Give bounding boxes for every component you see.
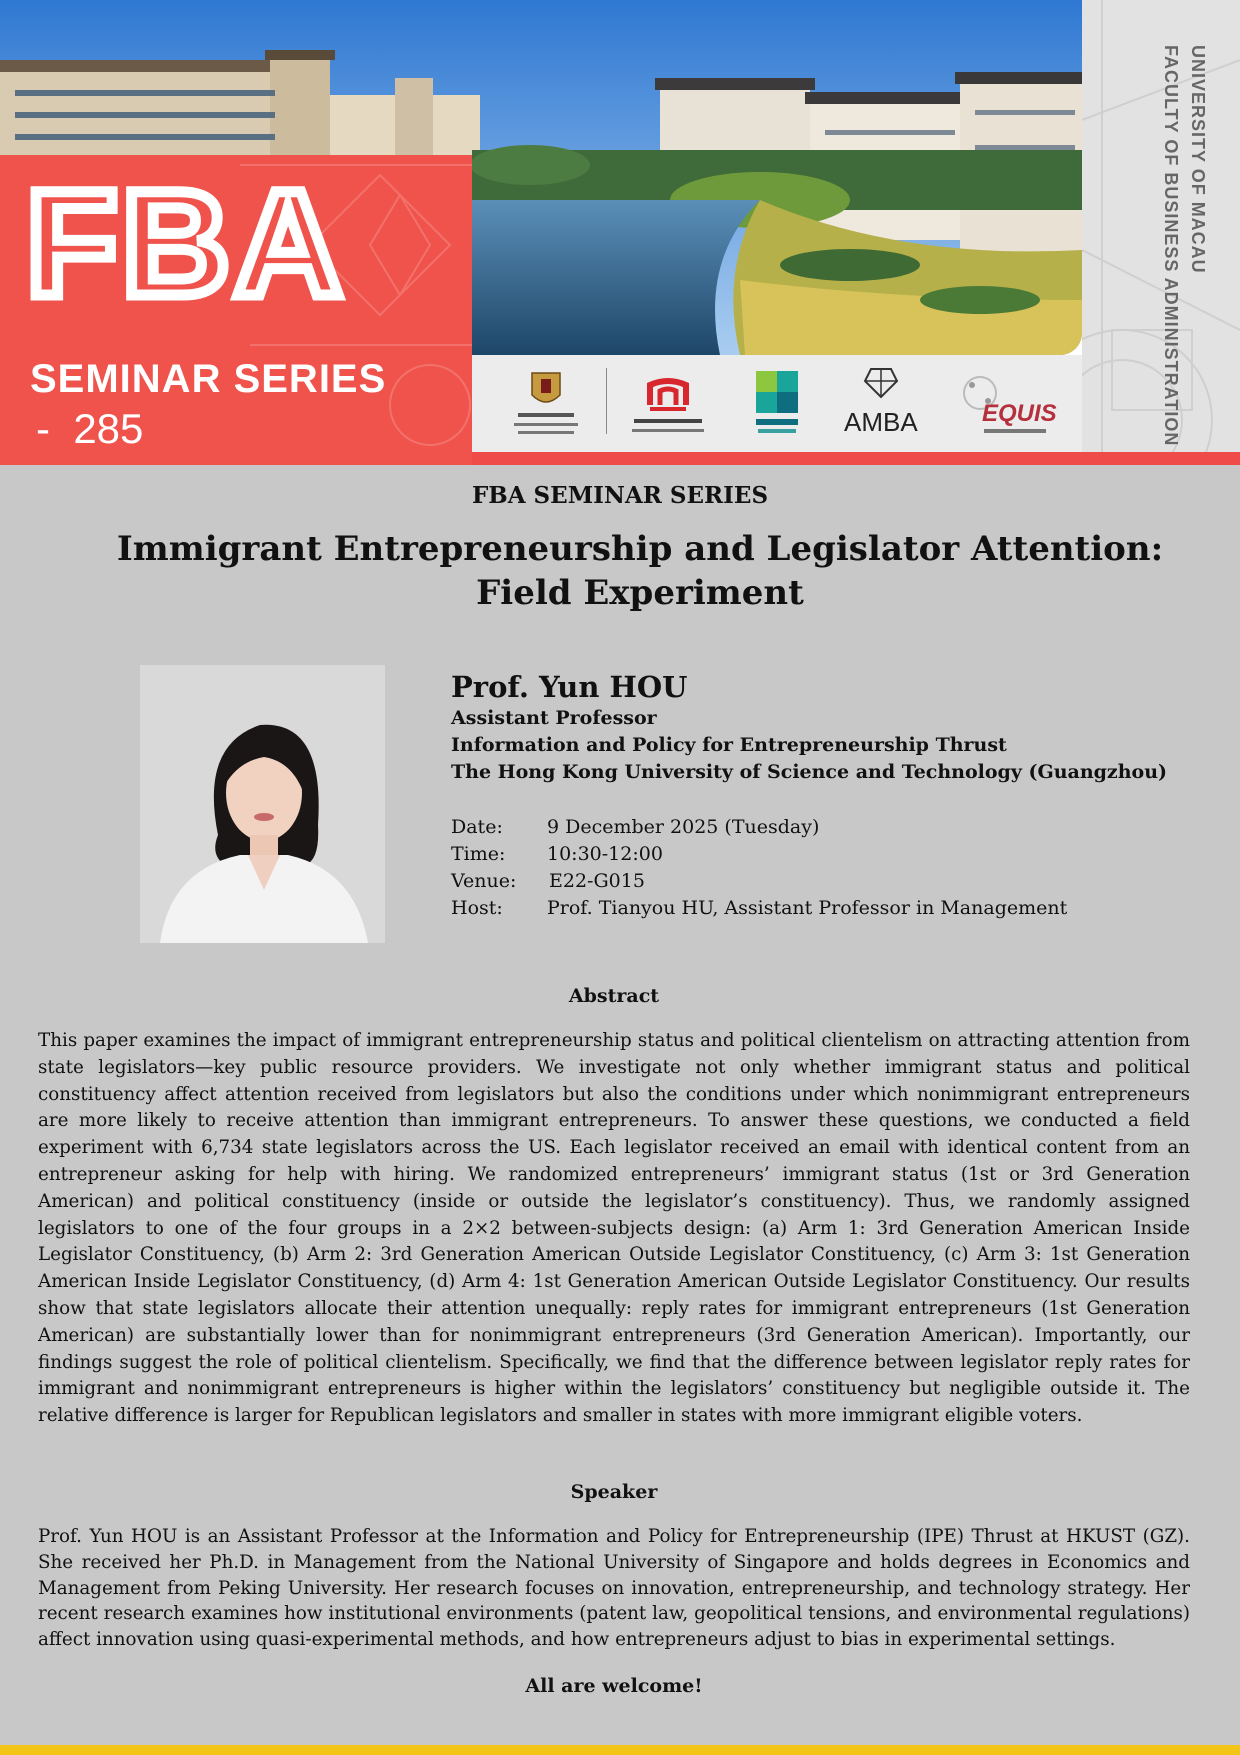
speaker-bio: Prof. Yun HOU is an Assistant Professor at the Information and Policy for Entrepreneurship (IPE) Thrust at HKUST (GZ). She received her Ph.D. in Management from the National University of Singapore and holds degrees in Economics and Management from Peking University. Her research focuses on innovation, entrepreneurship, and technology strategy. Her recent research examines how institutional environments (patent law, geopolitical tensions, and environmental regulations) affect innovation using quasi-experimental methods, and how entrepreneurs adjust to bias in experimental settings. <box>38 1526 1190 1651</box>
logo-divider <box>606 368 607 434</box>
header-banner <box>0 0 1240 465</box>
host-label: Host: <box>451 897 503 919</box>
venue-label: Venue: <box>451 870 517 892</box>
abstract-heading: Abstract <box>568 985 660 1007</box>
seminar-number: - 285 <box>36 405 144 452</box>
seminar-badge <box>0 155 472 465</box>
date-value: 9 December 2025 (Tuesday) <box>547 816 820 838</box>
speaker-department: Information and Policy for Entrepreneurship Thrust <box>451 734 1007 756</box>
host-value: Prof. Tianyou HU, Assistant Professor in Management <box>547 897 1068 919</box>
banner-red-bar <box>472 452 1240 465</box>
host-row <box>451 897 1067 919</box>
abstract-text: This paper examines the impact of immigrant entrepreneurship status and political clientelism on attracting attention from state legislators—key public resource providers. We investigate not only whether immigrant status and political constituency affect attention received from legislators but also the conditions under which nonimmigrant entrepreneurs are more likely to receive attention than immigrant entrepreneurs. To answer these questions, we conducted a field experiment with 6,734 state legislators across the US. Each legislator received an email with identical content from an entrepreneur asking for help with hiring. We randomized entrepreneurs’ immigrant status (1st or 3rd Generation American) and political constituency (inside or outside the legislator’s constituency). Thus, we randomly assigned legislators to one of the four groups in a 2×2 between-subjects design: (a) Arm 1: 3rd Generation American Inside Legislator Constituency, (b) Arm 2: 3rd Generation American Outside Legislator Constituency, (c) Arm 3: 1st Generation American Inside Legislator Constituency, (d) Arm 4: 1st Generation American Outside Legislator Constituency. Our results show that state legislators allocate their attention unequally: reply rates for immigrant entrepreneurs (1st Generation American) are substantially lower than for nonimmigrant entrepreneurs (3rd Generation American). Importantly, our findings suggest the role of political clientelism. Specifically, we find that the difference between legislator reply rates for immigrant and nonimmigrant entrepreneurs is higher within the legislators’ constituency but negligible outside it. The relative difference is larger for Republican legislators and smaller in states with more immigrant eligible voters. <box>38 1030 1190 1427</box>
time-value: 10:30-12:00 <box>547 843 663 865</box>
venue-value: E22-G015 <box>549 870 645 892</box>
date-row <box>451 816 819 838</box>
faculty-name-vertical: FACULTY OF BUSINESS ADMINISTRATION <box>1161 45 1181 447</box>
date-label: Date: <box>451 816 503 838</box>
venue-row <box>451 870 645 892</box>
svg-text:EQUIS: EQUIS <box>982 400 1057 427</box>
time-label: Time: <box>451 843 506 865</box>
speaker-name: Prof. Yun HOU <box>451 670 688 704</box>
university-name-vertical: UNIVERSITY OF MACAU <box>1188 45 1208 274</box>
seminar-title: Immigrant Entrepreneurship and Legislator Attention: Field Experiment <box>116 529 1164 613</box>
svg-text:AMBA: AMBA <box>844 407 918 437</box>
um-crest-icon <box>508 365 584 445</box>
series-heading: FBA SEMINAR SERIES <box>471 482 769 509</box>
aacsb-logo-icon <box>752 365 802 445</box>
speaker-position: Assistant Professor <box>451 707 657 729</box>
speaker-heading: Speaker <box>570 1481 658 1503</box>
amba-logo-icon <box>838 365 924 445</box>
equis-logo-icon <box>958 365 1058 445</box>
fba-logo-icon <box>628 365 708 445</box>
welcome-note: All are welcome! <box>525 1675 703 1697</box>
fba-logo-text: FBA <box>26 159 347 327</box>
speaker-photo <box>140 665 385 943</box>
time-row <box>451 843 663 865</box>
seminar-series-label: SEMINAR SERIES <box>30 357 387 401</box>
speaker-institution: The Hong Kong University of Science and Technology (Guangzhou) <box>451 761 1167 783</box>
footer-bar <box>0 1745 1240 1755</box>
